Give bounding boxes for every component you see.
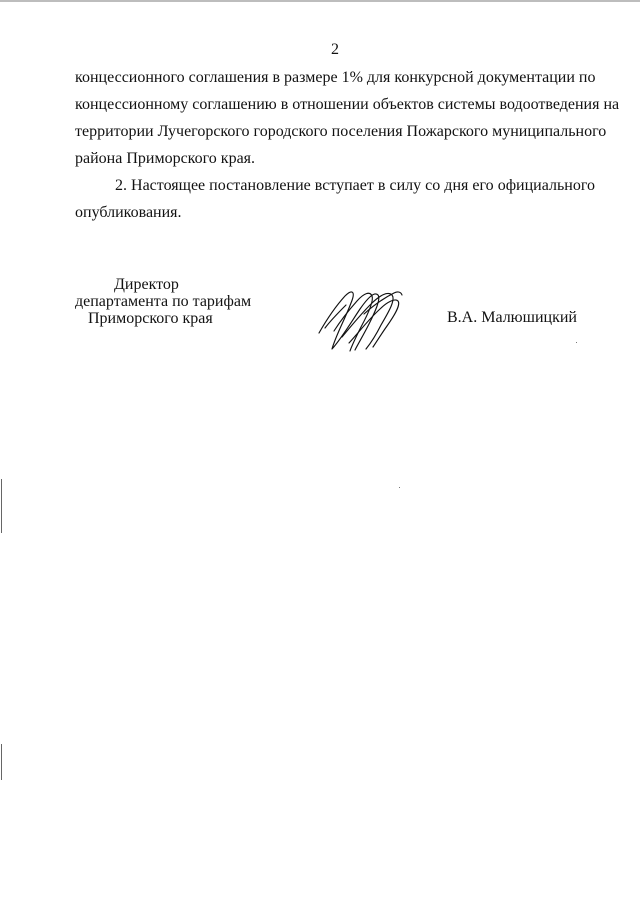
paragraph-1-line-4: района Приморского края. (75, 150, 256, 167)
position-department-line: департамента по тарифам (75, 293, 252, 310)
left-scan-mark (1, 744, 2, 780)
position-region-line: Приморского края (88, 310, 213, 327)
page-number: 2 (331, 41, 339, 58)
paragraph-2-line-2: опубликования. (75, 204, 182, 221)
handwritten-signature-image (314, 281, 409, 356)
paragraph-1-line-2: концессионному соглашению в отношении объектов системы водоотведения на (75, 96, 620, 113)
scan-top-edge (0, 0, 640, 2)
position-title-line: Директор (114, 276, 179, 293)
paragraph-2-line-1: 2. Настоящее постановление вступает в силу со дня его официального (115, 177, 595, 194)
left-scan-mark (1, 479, 2, 533)
signature-position-block (75, 276, 250, 327)
scan-dot (399, 487, 400, 488)
signer-name: В.А. Малюшицкий (447, 309, 577, 326)
paragraph-1-line-3: территории Лучегорского городского поселения Пожарского муниципального (75, 123, 607, 140)
scan-dot (576, 342, 577, 343)
paragraph-1-line-1: концессионного соглашения в размере 1% для конкурсной документации по (75, 69, 596, 86)
